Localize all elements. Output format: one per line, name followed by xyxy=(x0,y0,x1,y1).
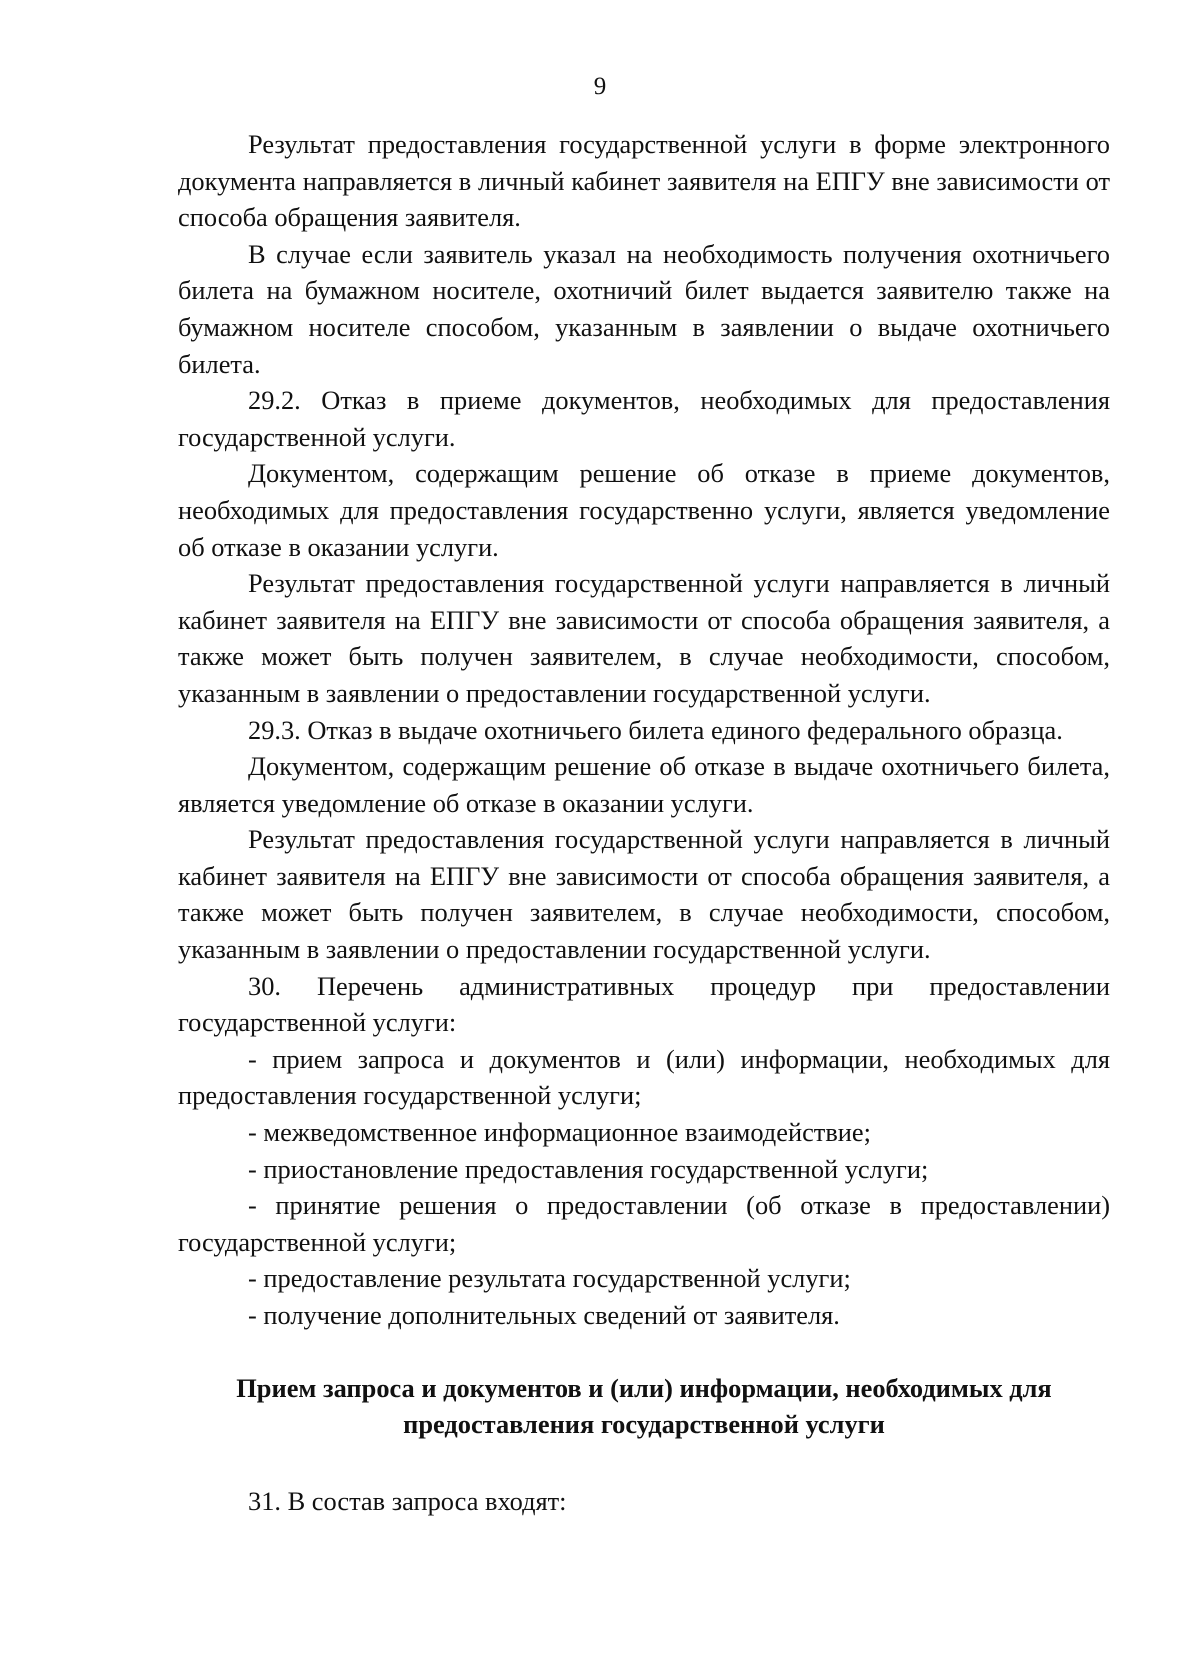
paragraph-result-electronic: Результат предоставления государственной услуги в форме электронного документа направляется в личный кабинет заявителя на ЕПГУ вне зависимости от способа обращения заявителя. xyxy=(178,129,1110,233)
document-body xyxy=(178,126,1110,1519)
list-item-procedure: - межведомственное информационное взаимодействие; xyxy=(248,1117,871,1148)
paragraph-31: 31. В состав запроса входят: xyxy=(248,1485,567,1516)
paragraph-refusal-ticket-issue: Документом, содержащим решение об отказе в выдаче охотничьего билета, является уведомление об отказе в оказании услуги. xyxy=(178,751,1110,818)
list-item-procedure: - получение дополнительных сведений от заявителя. xyxy=(248,1300,840,1330)
paragraph-29-2: 29.2. Отказ в приеме документов, необходимых для предоставления государственной услуги. xyxy=(178,385,1110,452)
list-item-procedure: - принятие решения о предоставлении (об отказе в предоставлении) государственной услуги; xyxy=(178,1190,1110,1257)
paragraph-29-3: 29.3. Отказ в выдаче охотничьего билета единого федерального образца. xyxy=(248,714,1063,745)
paragraph-30: 30. Перечень административных процедур при предоставлении государственной услуги: xyxy=(178,970,1110,1038)
paragraph-result-delivery-2: Результат предоставления государственной услуги направляется в личный кабинет заявителя на ЕПГУ вне зависимости от способа обращения заявителя, а также может быть получен заявителем, в случае необходимости, способом, указанным в заявлении о предоставлении государственной услуги. xyxy=(178,824,1110,965)
list-item-procedure: - приостановление предоставления государственной услуги; xyxy=(248,1153,929,1184)
list-item-procedure: - прием запроса и документов и (или) информации, необходимых для предоставления государственной услуги; xyxy=(178,1043,1110,1111)
paragraph-result-delivery-1: Результат предоставления государственной услуги направляется в личный кабинет заявителя на ЕПГУ вне зависимости от способа обращения заявителя, а также может быть получен заявителем, в случае необходимости, способом, указанным в заявлении о предоставлении государственной услуги. xyxy=(178,568,1110,708)
paragraph-paper-ticket: В случае если заявитель указал на необходимость получения охотничьего билета на бумажном носителе, охотничий билет выдается заявителю также на бумажном носителе способом, указанным в заявлении о выдаче охотничьего билета. xyxy=(178,238,1110,379)
section-heading: Прием запроса и документов и (или) информации, необходимых для предоставления государственной услуги xyxy=(236,1372,1052,1440)
paragraph-refusal-document-acceptance: Документом, содержащим решение об отказе в приеме документов, необходимых для предоставления государственно услуги, является уведомление об отказе в оказании услуги. xyxy=(178,458,1110,562)
list-item-procedure: - предоставление результата государственной услуги; xyxy=(248,1263,851,1294)
page-number: 9 xyxy=(593,73,607,100)
